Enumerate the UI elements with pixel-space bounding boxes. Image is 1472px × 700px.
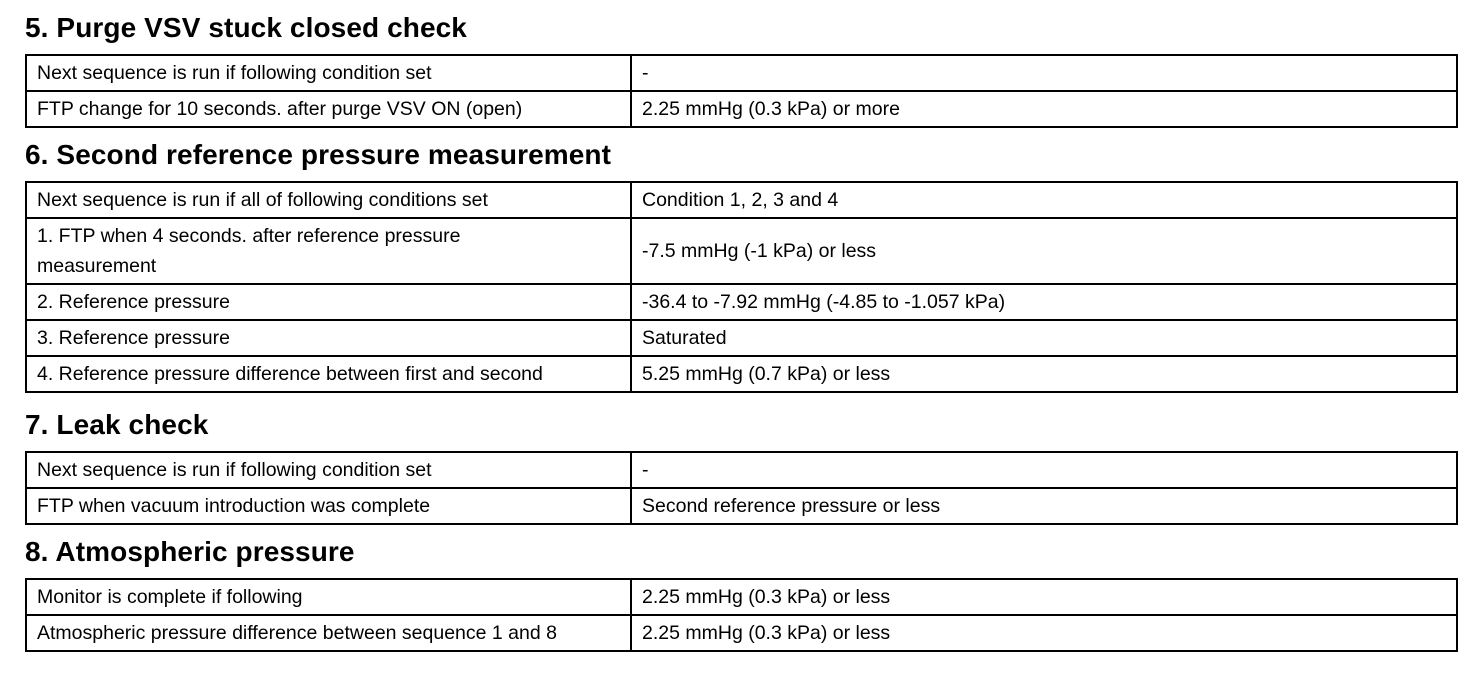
condition-value: - <box>631 452 1457 488</box>
table-row <box>26 615 1457 651</box>
condition-label: FTP when vacuum introduction was complete <box>26 488 631 524</box>
table-row <box>26 452 1457 488</box>
condition-table <box>25 451 1458 525</box>
section-title: 7. Leak check <box>25 409 209 440</box>
condition-label: 3. Reference pressure <box>26 320 631 356</box>
table-row <box>26 218 1457 284</box>
condition-value: Second reference pressure or less <box>631 488 1457 524</box>
table-row <box>26 356 1457 392</box>
condition-value: - <box>631 55 1457 91</box>
condition-label: Atmospheric pressure difference between sequence 1 and 8 <box>26 615 631 651</box>
condition-label: Next sequence is run if all of following conditions set <box>26 182 631 218</box>
section-title: 6. Second reference pressure measurement <box>25 139 612 170</box>
section-title: 5. Purge VSV stuck closed check <box>25 12 467 43</box>
table-row <box>26 182 1457 218</box>
condition-label: 1. FTP when 4 seconds. after reference pressure measurement <box>26 218 631 284</box>
condition-label: 4. Reference pressure difference between first and second <box>26 356 631 392</box>
table-row <box>26 579 1457 615</box>
section-atmospheric-pressure <box>25 536 1456 652</box>
condition-label: Monitor is complete if following <box>26 579 631 615</box>
table-row <box>26 320 1457 356</box>
condition-value: -36.4 to -7.92 mmHg (-4.85 to -1.057 kPa) <box>631 284 1457 320</box>
section-purge-vsv-stuck-closed-check <box>25 12 1456 128</box>
condition-value: Saturated <box>631 320 1457 356</box>
condition-table <box>25 181 1458 393</box>
condition-table <box>25 54 1458 128</box>
condition-table <box>25 578 1458 652</box>
condition-label: 2. Reference pressure <box>26 284 631 320</box>
condition-value: 2.25 mmHg (0.3 kPa) or more <box>631 91 1457 127</box>
condition-label: Next sequence is run if following condition set <box>26 452 631 488</box>
table-row <box>26 284 1457 320</box>
condition-value: 2.25 mmHg (0.3 kPa) or less <box>631 615 1457 651</box>
condition-label: FTP change for 10 seconds. after purge VSV ON (open) <box>26 91 631 127</box>
table-row <box>26 91 1457 127</box>
condition-value: -7.5 mmHg (-1 kPa) or less <box>631 218 1457 284</box>
condition-value: 2.25 mmHg (0.3 kPa) or less <box>631 579 1457 615</box>
condition-value: Condition 1, 2, 3 and 4 <box>631 182 1457 218</box>
condition-value: 5.25 mmHg (0.7 kPa) or less <box>631 356 1457 392</box>
section-leak-check <box>25 409 1456 525</box>
table-row <box>26 488 1457 524</box>
section-title: 8. Atmospheric pressure <box>25 536 355 567</box>
table-row <box>26 55 1457 91</box>
condition-label: Next sequence is run if following condition set <box>26 55 631 91</box>
section-second-reference-pressure-measurement <box>25 139 1456 393</box>
